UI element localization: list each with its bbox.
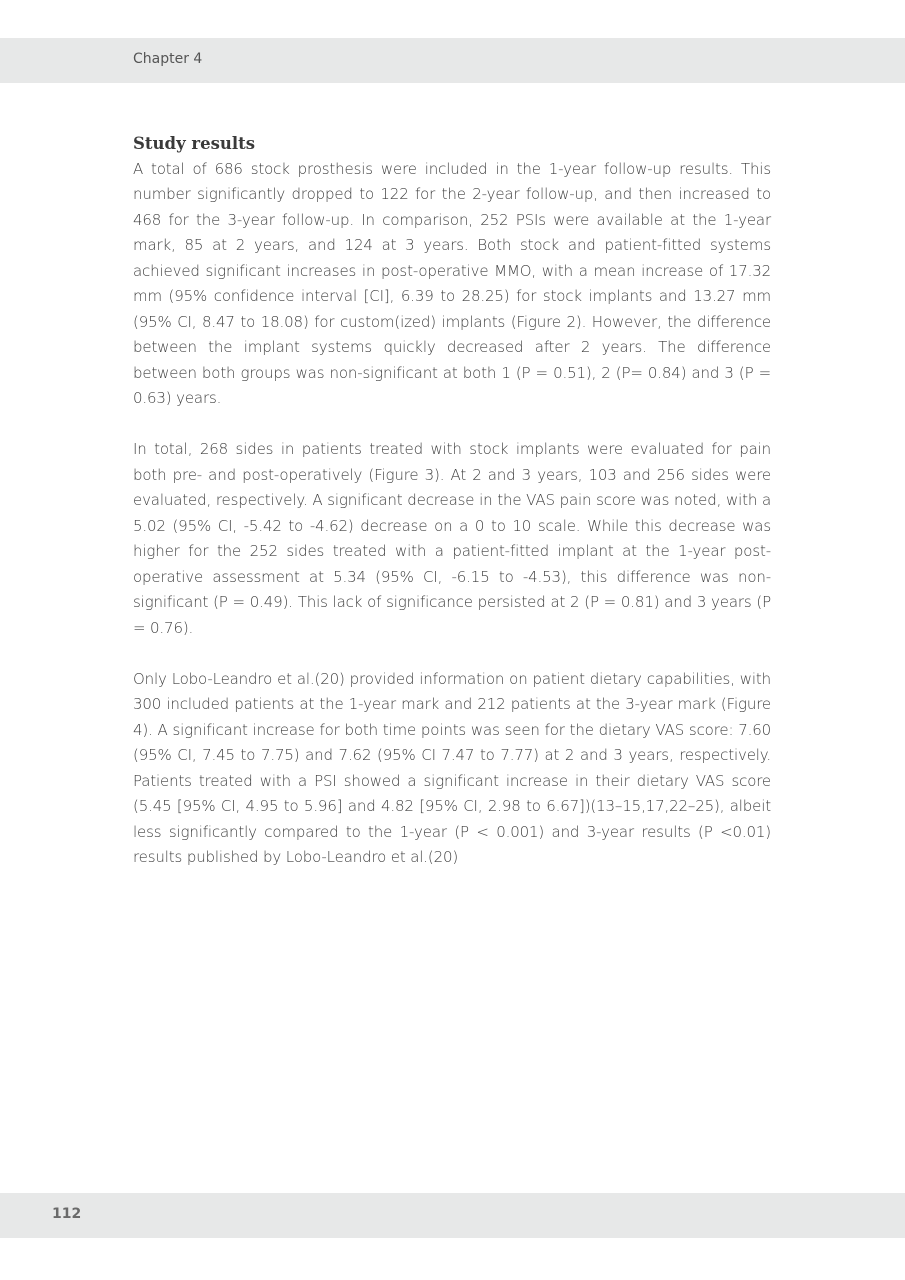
section-heading: Study results	[133, 134, 256, 153]
header-band	[0, 38, 905, 83]
page-number: 112	[52, 1206, 82, 1222]
main-content	[133, 131, 771, 896]
chapter-label: Chapter 4	[133, 51, 203, 67]
paragraph-study-results-3: Only Lobo-Leandro et al.(20) provided information on patient dietary capabilities, with 300 included patients at the 1-year mark and 212 patients at the 3-year mark (Figure 4). A significant increase for both time points was seen for the dietary VAS score: 7.60 (95% CI, 7.45 to 7.75) and 7.62 (95% CI 7.47 to 7.77) at 2 and 3 years, respectively. Patients treated with a PSI showed a significant increase in their dietary VAS score (5.45 [95% CI, 4.95 to 5.96] and 4.82 [95% CI, 2.98 to 6.67])(13–15,17,22–25), albeit less significantly compared to the 1-year (P < 0.001) and 3-year results (P <0.01) results published by Lobo-Leandro et al.(20)	[133, 669, 771, 866]
paragraph-study-results-1: A total of 686 stock prosthesis were included in the 1-year follow-up results. This number significantly dropped to 122 for the 2-year follow-up, and then increased to 468 for the 3-year follow-up. In comparison, 252 PSIs were available at the 1-year mark, 85 at 2 years, and 124 at 3 years. Both stock and patient-fitted systems achieved significant increases in post-operative MMO, with a mean increase of 17.32 mm (95% confidence interval [CI], 6.39 to 28.25) for stock implants and 13.27 mm (95% CI, 8.47 to 18.08) for custom(ized) implants (Figure 2). However, the difference between the implant systems quickly decreased after 2 years. The difference between both groups was non-significant at both 1 (P = 0.51), 2 (P= 0.84) and 3 (P = 0.63) years.	[133, 159, 771, 407]
paragraph-study-results-2: In total, 268 sides in patients treated with stock implants were evaluated for pain both pre- and post-operatively (Figure 3). At 2 and 3 years, 103 and 256 sides were evaluated, respectively. A significant decrease in the VAS pain score was noted, with a 5.02 (95% CI, -5.42 to -4.62) decrease on a 0 to 10 scale. While this decrease was higher for the 252 sides treated with a patient-fitted implant at the 1-year post-operative assessment at 5.34 (95% CI, -6.15 to -4.53), this difference was non-significant (P = 0.49). This lack of significance persisted at 2 (P = 0.81) and 3 years (P = 0.76).	[133, 440, 771, 637]
footer-band	[0, 1193, 905, 1238]
